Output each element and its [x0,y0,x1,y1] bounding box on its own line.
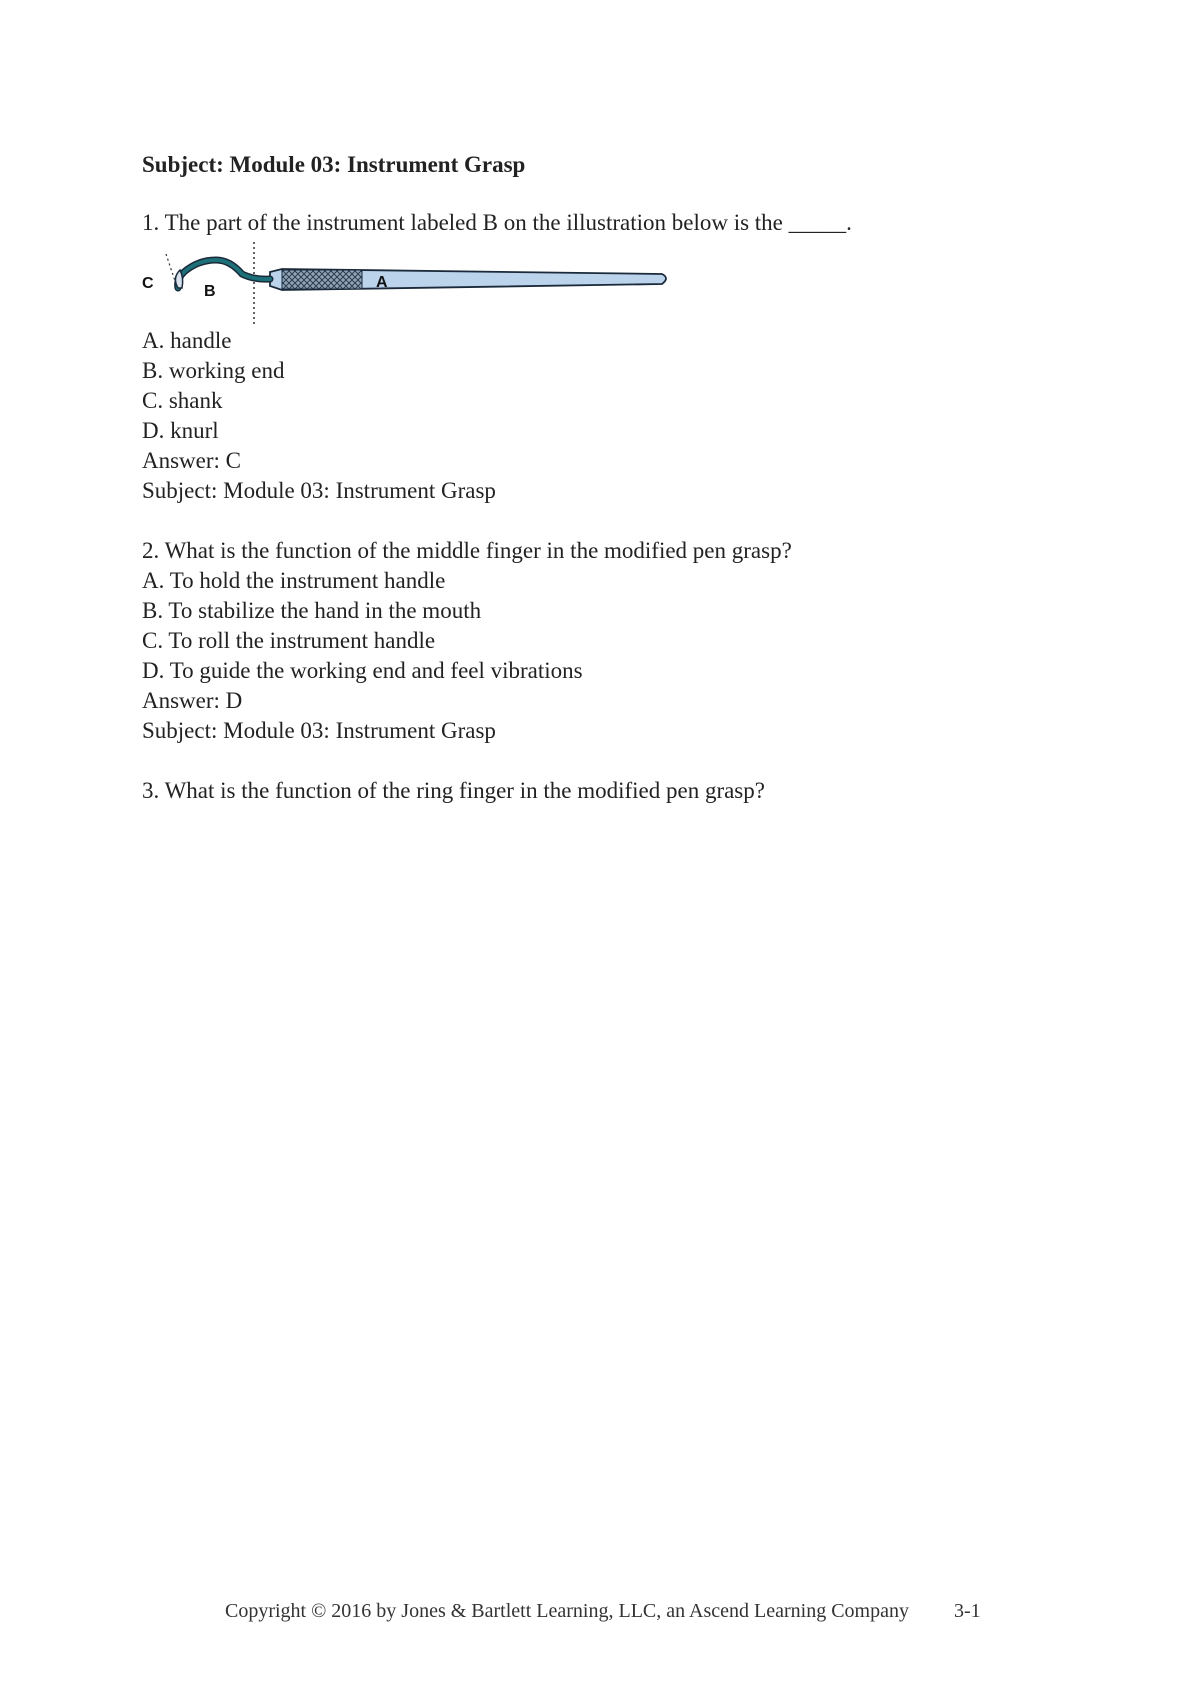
knurl-section [282,270,362,289]
option-c: C. shank [142,388,223,413]
question-stem: 1. The part of the instrument labeled B on the illustration below is the _____. [142,210,852,235]
label-b: B [204,283,216,300]
option-a: A. To hold the instrument handle [142,568,446,593]
label-a: A [376,274,388,291]
document-page [142,150,1102,806]
question-1 [142,208,1102,506]
subject-line: Subject: Module 03: Instrument Grasp [142,478,496,503]
question-stem: 2. What is the function of the middle finger in the modified pen grasp? [142,538,792,563]
question-stem: 3. What is the function of the ring finger in the modified pen grasp? [142,778,765,803]
option-d: D. knurl [142,418,219,443]
question-2 [142,536,1102,746]
option-d: D. To guide the working end and feel vibrations [142,658,583,683]
answer: Answer: D [142,688,243,713]
question-3 [142,776,1102,806]
instrument-diagram [142,238,682,326]
page-heading: Subject: Module 03: Instrument Grasp [142,152,526,177]
working-end-shape [175,270,182,288]
page-number: 3-1 [954,1600,981,1622]
answer: Answer: C [142,448,242,473]
option-a: A. handle [142,328,232,353]
label-c: C [142,275,154,292]
option-b: B. working end [142,358,285,383]
option-b: B. To stabilize the hand in the mouth [142,598,482,623]
shank-shape [178,260,270,288]
copyright-notice: Copyright © 2016 by Jones & Bartlett Learning, LLC, an Ascend Learning Company [225,1600,909,1622]
option-c: C. To roll the instrument handle [142,628,436,653]
instrument-illustration [142,238,682,326]
subject-line: Subject: Module 03: Instrument Grasp [142,718,496,743]
